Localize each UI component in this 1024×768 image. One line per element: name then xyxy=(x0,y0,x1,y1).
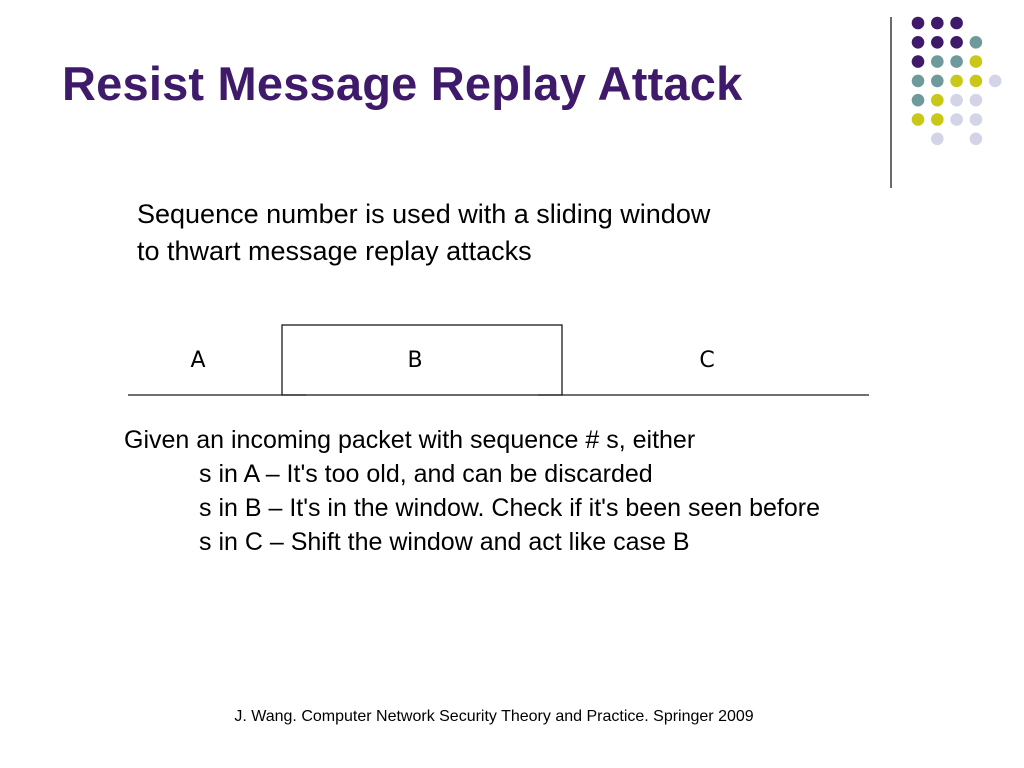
decorative-dot xyxy=(970,94,983,107)
decorative-dot xyxy=(912,94,925,107)
region-label-a: A xyxy=(190,348,206,373)
decorative-dot xyxy=(970,75,983,88)
decorative-dot xyxy=(950,113,963,126)
decorative-dot xyxy=(931,94,944,107)
decorative-dot xyxy=(912,36,925,49)
decorative-divider xyxy=(890,17,892,188)
region-label-b: B xyxy=(407,348,423,373)
intro-line: to thwart message replay attacks xyxy=(137,236,532,266)
decorative-dot xyxy=(931,133,944,146)
decorative-dot xyxy=(970,133,983,146)
explanation-block xyxy=(124,423,820,559)
slide-title: Resist Message Replay Attack xyxy=(62,57,743,110)
decorative-dot xyxy=(950,75,963,88)
decorative-dot xyxy=(912,17,925,30)
explanation-lead: Given an incoming packet with sequence # s, either xyxy=(124,426,696,454)
decorative-dot xyxy=(970,113,983,126)
decorative-dot xyxy=(912,113,925,126)
decorative-dot xyxy=(970,36,983,49)
intro-line: Sequence number is used with a sliding window xyxy=(137,199,711,229)
decorative-dot xyxy=(931,113,944,126)
region-label-c: C xyxy=(699,348,715,373)
decorative-dot xyxy=(912,75,925,88)
decorative-dot xyxy=(912,55,925,68)
decorative-dot xyxy=(970,55,983,68)
decorative-dot xyxy=(931,36,944,49)
decorative-dot xyxy=(931,17,944,30)
footer-citation xyxy=(0,706,1024,728)
decorative-dot xyxy=(950,94,963,107)
decorative-dot xyxy=(950,36,963,49)
case-item: s in C – Shift the window and act like case B xyxy=(199,528,690,556)
case-item: s in B – It's in the window. Check if it's been seen before xyxy=(199,494,820,522)
decorative-dot xyxy=(950,17,963,30)
case-item: s in A – It's too old, and can be discarded xyxy=(199,460,653,488)
citation-text: J. Wang. Computer Network Security Theory and Practice. Springer 2009 xyxy=(234,708,754,725)
intro-text xyxy=(137,196,710,270)
decorative-dot xyxy=(931,55,944,68)
decorative-dot xyxy=(931,75,944,88)
decorative-dot xyxy=(950,55,963,68)
decorative-dot xyxy=(989,75,1002,88)
